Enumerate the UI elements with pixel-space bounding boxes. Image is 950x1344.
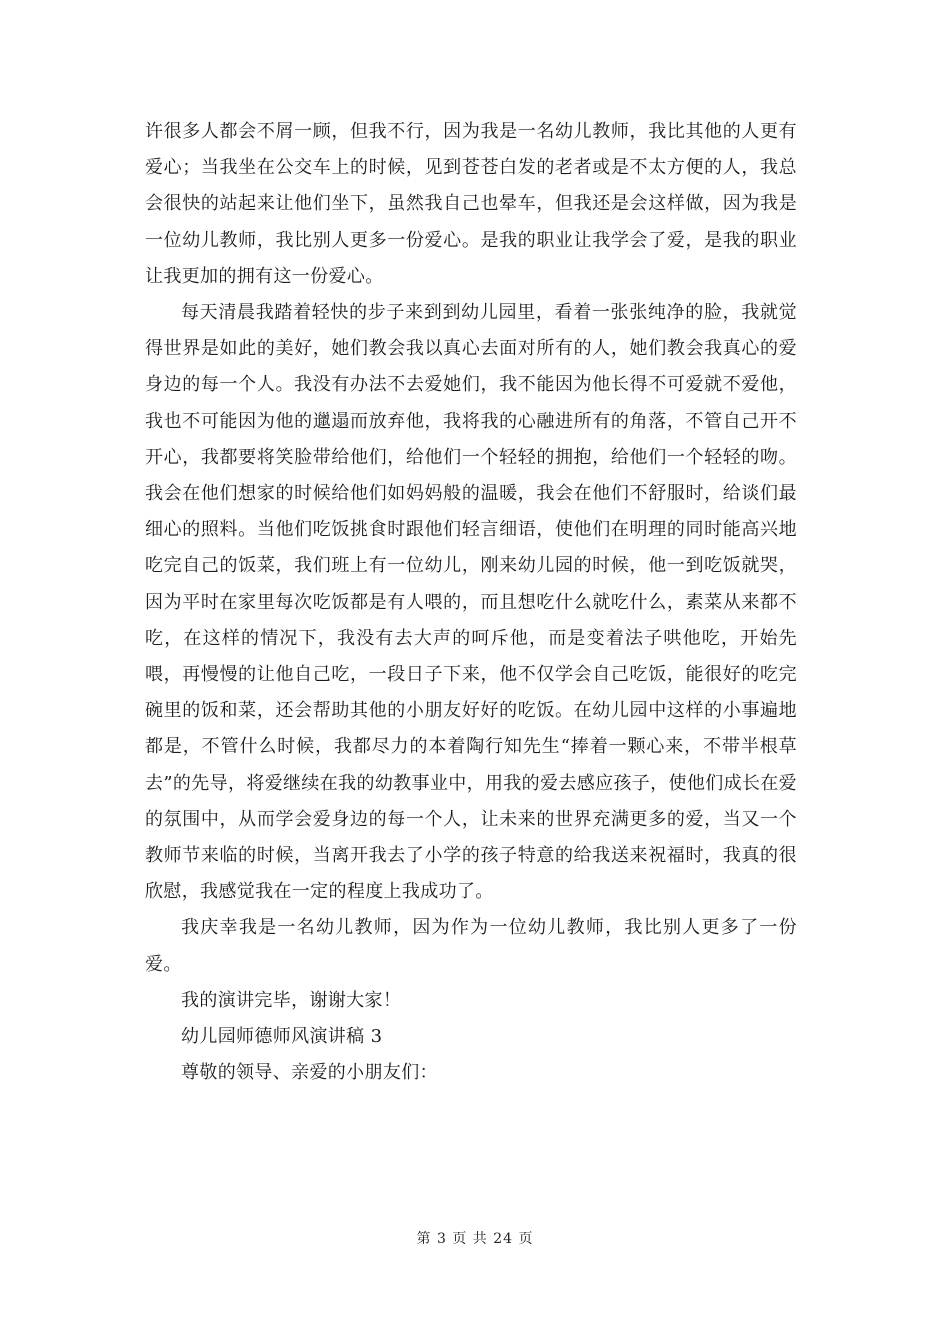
salutation-line: 尊敬的领导、亲爱的小朋友们： — [181, 1062, 438, 1084]
body-paragraph-2: 每天清晨我踏着轻快的步子来到到幼儿园里，看着一张张纯净的脸，我就觉得世界是如此的美好，她们教会我以真心去面对所有的人，她们教会我真心的爱身边的每一个人。我没有办法不去爱她们，我不能因为他长得不可爱就不爱他，我也不可能因为他的邋遢而放弃他，我将我的心融进所有的角落，不管自己开不开心，我都要将笑脸带给他们，给他们一个轻轻的拥抱，给他们一个轻轻的吻。我会在他们想家的时候给他们如妈妈般的温暖，我会在他们不舒服时，给谈们最细心的照料。当他们吃饭挑食时跟他们轻言细语，使他们在明理的同时能高兴地吃完自己的饭菜，我们班上有一位幼儿，刚来幼儿园的时候，他一到吃饭就哭，因为平时在家里每次吃饭都是有人喂的，而且想吃什么就吃什么，素菜从来都不吃，在这样的情况下，我没有去大声的呵斥他，而是变着法子哄他吃，开始先喂，再慢慢的让他自己吃，一段日子下来，他不仅学会自己吃饭，能很好的吃完碗里的饭和菜，还会帮助其他的小朋友好好的吃饭。在幼儿园中这样的小事遍地都是，不管什么时候，我都尽力的本着陶行知先生“捧着一颗心来，不带半根草去”的先导，将爱继续在我的幼教事业中，用我的爱去感应孩子，使他们成长在爱的氛围中，从而学会爱身边的每一个人，让未来的世界充满更多的爱，当又一个教师节来临的时候，当离开我去了小学的孩子特意的给我送来祝福时，我真的很欣慰，我感觉我在一定的程度上我成功了。 — [145, 302, 797, 903]
speech-title: 幼儿园师德师风演讲稿 3 — [181, 1026, 383, 1048]
body-paragraph-3: 我庆幸我是一名幼儿教师，因为作为一位幼儿教师，我比别人更多了一份爱。 — [145, 917, 797, 975]
body-paragraph-1: 许很多人都会不屑一顾，但我不行，因为我是一名幼儿教师，我比其他的人更有爱心；当我坐在公交车上的时候，见到苍苍白发的老者或是不太方便的人，我总会很快的站起来让他们坐下，虽然我自己也晕车，但我还是会这样做，因为我是一位幼儿教师，我比别人更多一份爱心。是我的职业让我学会了爱，是我的职业让我更加的拥有这一份爱心。 — [145, 121, 797, 287]
page-number-footer: 第 3 页 共 24 页 — [416, 1231, 534, 1247]
document-body — [145, 114, 797, 1091]
closing-line: 我的演讲完毕，谢谢大家！ — [181, 989, 402, 1011]
